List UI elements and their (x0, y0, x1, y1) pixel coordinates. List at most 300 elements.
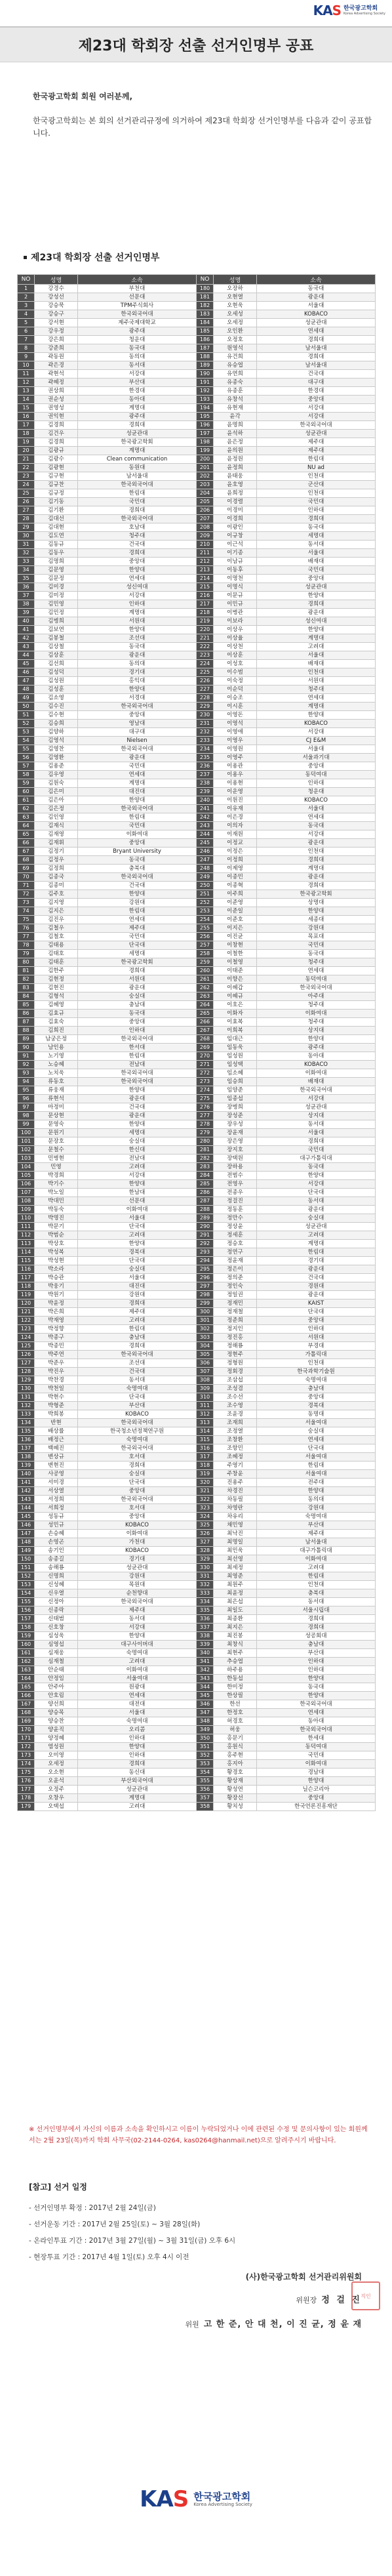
cell-affiliation: 한국광고학회 (257, 890, 376, 899)
table-row (18, 1692, 376, 1700)
cell-no: 194 (197, 404, 214, 413)
cell-name: 장윤재 (214, 1129, 257, 1137)
cell-no: 2 (18, 293, 35, 302)
cell-name: 박성복 (35, 1248, 78, 1257)
cell-affiliation: 성균관대 (257, 430, 376, 438)
table-row (18, 1206, 376, 1214)
cell-name: 차유리 (214, 1513, 257, 1521)
cell-affiliation: 연세대 (257, 1436, 376, 1444)
cell-affiliation: 인천대 (257, 489, 376, 498)
cell-affiliation: 상지대 (257, 1112, 376, 1120)
cell-no: 340 (197, 1649, 214, 1658)
cell-name: 임대근 (214, 1035, 257, 1044)
cell-name: 노기영 (35, 1052, 78, 1061)
cell-no: 332 (197, 1581, 214, 1589)
cell-no: 201 (197, 464, 214, 472)
cell-no: 246 (197, 848, 214, 856)
cell-no: 69 (18, 865, 35, 873)
bullet-icon (24, 256, 27, 259)
cell-affiliation: 동서대 (257, 1598, 376, 1606)
table-row (18, 720, 376, 728)
cell-name: 이운영 (214, 788, 257, 796)
cell-name: 민병현 (35, 1155, 78, 1163)
table-row (18, 1069, 376, 1078)
cell-affiliation: 연세대 (78, 771, 197, 779)
cell-affiliation: 중앙대 (257, 1393, 376, 1402)
schedule-title: [참고] 선거 일정 (29, 2182, 87, 2192)
cell-no: 301 (197, 1317, 214, 1325)
cell-affiliation: 원광대 (78, 1683, 197, 1692)
cell-name: 박성현 (35, 1257, 78, 1265)
cell-name: 임성택 (214, 1061, 257, 1069)
cell-affiliation: 한림대 (257, 1462, 376, 1470)
header-no: NO (197, 275, 214, 285)
cell-no: 118 (18, 1282, 35, 1291)
table-row (18, 754, 376, 762)
cell-no: 216 (197, 592, 214, 600)
cell-affiliation: 고려대 (257, 1231, 376, 1240)
cell-affiliation: 경희대 (78, 506, 197, 515)
cell-affiliation: 중앙대 (78, 711, 197, 720)
cell-name: 한선 (214, 1700, 257, 1709)
cell-name: 유종훈 (214, 387, 257, 396)
cell-name: 노승혜 (35, 1061, 78, 1069)
cell-name: 최은섭 (214, 1598, 257, 1606)
cell-no: 306 (197, 1359, 214, 1368)
cell-affiliation: 서원대 (257, 677, 376, 685)
cell-name: 정형원 (214, 1359, 257, 1368)
cell-name: 오현열 (214, 293, 257, 302)
cell-no: 298 (197, 1291, 214, 1299)
table-row (18, 984, 376, 992)
table-row (18, 506, 376, 515)
cell-affiliation: 한국외국어대 (78, 1069, 197, 1078)
cell-name: 이명식 (214, 583, 257, 592)
cell-affiliation: 연세대 (257, 813, 376, 822)
cell-name: 오창우 (35, 1794, 78, 1803)
cell-name: 김혜영 (35, 1001, 78, 1010)
table-row (18, 1606, 376, 1615)
cell-affiliation: 서울대 (257, 651, 376, 660)
cell-name: 김효숙 (35, 1018, 78, 1027)
cell-name: 정재민 (214, 1299, 257, 1308)
cell-affiliation: 부산대 (257, 1521, 376, 1530)
cell-affiliation: 경원대 (257, 1282, 376, 1291)
cell-affiliation: 남서울대 (257, 361, 376, 370)
cell-no: 243 (197, 822, 214, 830)
cell-affiliation: 동국대 (78, 643, 197, 651)
table-row (18, 523, 376, 532)
table-row (18, 651, 376, 660)
brand-logo[interactable] (313, 3, 385, 18)
cell-name: 강준희 (35, 344, 78, 353)
cell-no: 321 (197, 1487, 214, 1496)
table-row (18, 643, 376, 651)
table-row (18, 813, 376, 822)
cell-affiliation: 충북대 (78, 865, 197, 873)
cell-affiliation: 한림대 (78, 813, 197, 822)
cell-no: 257 (197, 941, 214, 950)
table-row (18, 609, 376, 617)
cell-no: 75 (18, 916, 35, 924)
cell-affiliation: 부산대 (257, 1649, 376, 1658)
cell-affiliation: 중앙대 (257, 575, 376, 583)
table-row (18, 1726, 376, 1734)
cell-affiliation: 인하대 (78, 1751, 197, 1760)
cell-no: 236 (197, 762, 214, 771)
cell-affiliation: 남서울대 (257, 344, 376, 353)
cell-affiliation: 광운대 (257, 1291, 376, 1299)
cell-affiliation: 이화여대 (78, 1666, 197, 1675)
table-row (18, 1794, 376, 1803)
cell-no: 80 (18, 958, 35, 967)
cell-no: 206 (197, 506, 214, 515)
cell-name: 김구현 (35, 472, 78, 481)
cell-name: 류웅재 (35, 1086, 78, 1095)
cell-affiliation: 동국대 (257, 822, 376, 830)
cell-name: 박명진 (35, 1214, 78, 1223)
table-row (18, 1547, 376, 1555)
cell-affiliation: 서울여대 (257, 1453, 376, 1462)
cell-name: 홍원식 (214, 1743, 257, 1751)
cell-affiliation: 숙명여대 (78, 1717, 197, 1726)
cell-affiliation: 한국외국어대 (78, 515, 197, 523)
cell-name: 김태호 (35, 950, 78, 958)
cell-name: 오현욱 (214, 302, 257, 310)
cell-no: 356 (197, 1786, 214, 1794)
cell-no: 47 (18, 677, 35, 685)
cell-affiliation: 배재대 (257, 660, 376, 668)
table-row (18, 856, 376, 865)
table-row (18, 1044, 376, 1052)
cell-no: 250 (197, 882, 214, 890)
table-row (18, 1146, 376, 1155)
members-row (185, 2317, 362, 2329)
cell-name: 배정근 (35, 1436, 78, 1444)
cell-affiliation: 대전대 (78, 1700, 197, 1709)
cell-name: 김성원 (35, 677, 78, 685)
cell-affiliation: 성균관대 (78, 1564, 197, 1572)
cell-no: 168 (18, 1709, 35, 1717)
cell-name: 이원진 (214, 796, 257, 805)
cell-name: 정재철 (214, 1308, 257, 1317)
cell-affiliation: 대진대 (78, 788, 197, 796)
cell-affiliation: 경희대 (78, 967, 197, 975)
cell-name: 김지영 (35, 899, 78, 907)
cell-no: 251 (197, 890, 214, 899)
cell-no: 35 (18, 575, 35, 583)
cell-name: 정해룡 (214, 1342, 257, 1351)
cell-affiliation: NU ad (257, 464, 376, 472)
cell-no: 299 (197, 1299, 214, 1308)
logo-name-en: Korea Advertising Society (193, 2501, 252, 2507)
cell-name: 서희정 (35, 1504, 78, 1513)
cell-name: 김은아 (35, 796, 78, 805)
cell-name: 김대현 (35, 523, 78, 532)
cell-name: 이화자 (214, 1010, 257, 1018)
cell-name: 황경호 (214, 1768, 257, 1777)
members-label: 위원 (185, 2320, 199, 2329)
title-banner (0, 26, 392, 62)
cell-no: 343 (197, 1675, 214, 1683)
table-row (18, 1598, 376, 1606)
cell-no: 320 (197, 1479, 214, 1487)
table-row (18, 327, 376, 336)
cell-no: 22 (18, 464, 35, 472)
cell-no: 341 (197, 1658, 214, 1666)
cell-name: 김문영 (35, 566, 78, 575)
cell-affiliation: 한국외국어대 (78, 1035, 197, 1044)
cell-affiliation: 성균관대 (257, 1223, 376, 1231)
cell-no: 334 (197, 1598, 214, 1606)
cell-name: 김광현 (35, 464, 78, 472)
cell-name: 김규찬 (35, 481, 78, 489)
cell-no: 5 (18, 319, 35, 327)
table-row (18, 1564, 376, 1572)
cell-affiliation: 숭실대 (78, 992, 197, 1001)
table-row (18, 1615, 376, 1624)
cell-no: 123 (18, 1325, 35, 1334)
cell-affiliation: 한양대 (257, 907, 376, 916)
cell-name: 김현정 (35, 975, 78, 984)
cell-name: 김진우 (35, 916, 78, 924)
cell-no: 38 (18, 600, 35, 609)
cell-name: 박대민 (35, 1197, 78, 1206)
cell-name: 최진봉 (214, 1632, 257, 1641)
table-row (18, 958, 376, 967)
cell-no: 218 (197, 609, 214, 617)
table-row (18, 541, 376, 549)
table-row (18, 430, 376, 438)
cell-name: 한미정 (214, 1683, 257, 1692)
cell-affiliation: 세종대 (257, 916, 376, 924)
cell-no: 86 (18, 1010, 35, 1018)
cell-no: 134 (18, 1419, 35, 1427)
cell-name: 박찬경 (35, 1376, 78, 1385)
cell-no: 314 (197, 1427, 214, 1436)
cell-affiliation: KOBACO (78, 1521, 197, 1530)
cell-no: 217 (197, 600, 214, 609)
cell-name: 이주희 (214, 890, 257, 899)
table-row (18, 1129, 376, 1137)
cell-no: 174 (18, 1760, 35, 1768)
cell-affiliation: 서울대 (257, 549, 376, 558)
cell-no: 164 (18, 1675, 35, 1683)
cell-name: 김상철 (35, 643, 78, 651)
cell-affiliation: 숙명여대 (78, 1436, 197, 1444)
table-row (18, 745, 376, 754)
cell-no: 105 (18, 1172, 35, 1180)
cell-name: 곽동원 (35, 353, 78, 361)
cell-no: 148 (18, 1538, 35, 1547)
cell-affiliation: 한림대 (78, 1052, 197, 1061)
cell-no: 56 (18, 754, 35, 762)
cell-name: 박소라 (35, 1265, 78, 1274)
cell-affiliation: 성공회대 (257, 1632, 376, 1641)
cell-no: 130 (18, 1385, 35, 1393)
cell-name: 박상호 (35, 1240, 78, 1248)
header-affiliation: 소속 (78, 275, 197, 285)
cell-no: 220 (197, 626, 214, 634)
cell-affiliation: KOBACO (78, 1547, 197, 1555)
table-row (18, 626, 376, 634)
table-row (18, 762, 376, 771)
cell-affiliation: 한국외국어대 (78, 1444, 197, 1453)
cell-no: 78 (18, 941, 35, 950)
cell-name: 전종우 (214, 1189, 257, 1197)
cell-affiliation: 선문대 (78, 293, 197, 302)
cell-name: 김태용 (35, 941, 78, 950)
cell-affiliation: 단국대 (257, 1189, 376, 1197)
cell-no: 85 (18, 1001, 35, 1010)
cell-affiliation: 성신여대 (78, 583, 197, 592)
cell-affiliation: 닐슨코리아 (257, 1786, 376, 1794)
cell-name: 김정우 (35, 856, 78, 865)
cell-name: 최원주 (214, 1581, 257, 1589)
cell-no: 252 (197, 899, 214, 907)
cell-no: 273 (197, 1078, 214, 1086)
cell-no: 60 (18, 788, 35, 796)
cell-affiliation: 서강대 (257, 830, 376, 839)
cell-name: 민영 (35, 1163, 78, 1172)
cell-affiliation: 숙명여대 (78, 1649, 197, 1658)
table-row (18, 873, 376, 882)
schedule-item: - 선거인명부 확정 : 2017년 2월 24일(금) (29, 2204, 156, 2212)
cell-name: 정진홍 (214, 1334, 257, 1342)
cell-name: 하주용 (214, 1666, 257, 1675)
cell-no: 338 (197, 1632, 214, 1641)
cell-name: 이숙정 (214, 677, 257, 685)
table-row (18, 592, 376, 600)
cell-affiliation: 서울여대 (257, 1419, 376, 1427)
committee-name: (사)한국광고학회 선거관리위원회 (245, 2272, 362, 2281)
table-row (18, 830, 376, 839)
cell-name: 김한주 (35, 967, 78, 975)
cell-affiliation: 동신대 (78, 1768, 197, 1777)
table-row (18, 1717, 376, 1726)
cell-name: 양윤직 (35, 1726, 78, 1734)
cell-affiliation: 인하대 (78, 600, 197, 609)
cell-affiliation: 중앙대 (78, 1018, 197, 1027)
cell-name: 양승목 (35, 1709, 78, 1717)
cell-name: 오미영 (35, 1751, 78, 1760)
cell-name: 김재식 (35, 822, 78, 830)
cell-no: 283 (197, 1163, 214, 1172)
cell-name: 이보라 (214, 617, 257, 626)
cell-name: 최세정 (214, 1564, 257, 1572)
cell-no: 20 (18, 447, 35, 455)
cell-affiliation: 남서울대 (78, 472, 197, 481)
voter-roster-table (17, 274, 376, 1811)
cell-affiliation: 국민대 (78, 822, 197, 830)
cell-no: 77 (18, 933, 35, 941)
cell-name: 심성욱 (35, 1632, 78, 1641)
table-row (18, 1010, 376, 1018)
cell-name: 조수선 (214, 1393, 257, 1402)
cell-no: 262 (197, 984, 214, 992)
cell-no: 265 (197, 1010, 214, 1018)
cell-no: 115 (18, 1257, 35, 1265)
cell-affiliation: 광운대 (257, 873, 376, 882)
cell-no: 234 (197, 745, 214, 754)
cell-name: 이민규 (214, 600, 257, 609)
cell-no: 162 (18, 1658, 35, 1666)
cell-affiliation: 목포대 (257, 933, 376, 941)
cell-affiliation: 서울과기대 (257, 754, 376, 762)
cell-no: 276 (197, 1103, 214, 1112)
cell-affiliation: 한국외국어대 (78, 1598, 197, 1606)
cell-name: 장하용 (214, 1163, 257, 1172)
cell-affiliation: 한국광고학회 (78, 438, 197, 447)
cell-affiliation: 서울대 (257, 1129, 376, 1137)
cell-no: 108 (18, 1197, 35, 1206)
chair-row (185, 2293, 362, 2305)
cell-name: 강경수 (35, 285, 78, 293)
cell-name: 이규창 (214, 532, 257, 541)
cell-affiliation: 고려대 (257, 1564, 376, 1572)
cell-name: 김미경 (35, 583, 78, 592)
cell-name: 이광인 (214, 523, 257, 532)
cell-name: 문원기 (35, 1129, 78, 1137)
cell-affiliation: 경북대 (78, 1248, 197, 1257)
cell-name: 이종민 (214, 873, 257, 882)
cell-no: 286 (197, 1189, 214, 1197)
table-row (18, 413, 376, 421)
table-row (18, 1496, 376, 1504)
cell-affiliation: 광운대 (257, 1206, 376, 1214)
cell-name: 신태범 (35, 1615, 78, 1624)
cell-affiliation: 단국대 (78, 1393, 197, 1402)
cell-affiliation: 제주대 (78, 1606, 197, 1615)
cell-affiliation: 부산외국어대 (78, 1777, 197, 1786)
cell-affiliation: Clean communication (78, 455, 197, 464)
cell-no: 54 (18, 737, 35, 745)
cell-no: 267 (197, 1027, 214, 1035)
cell-no: 26 (18, 498, 35, 506)
cell-affiliation: 한양대 (78, 566, 197, 575)
cell-affiliation: 광운대 (257, 609, 376, 617)
cell-no: 34 (18, 566, 35, 575)
cell-no: 144 (18, 1504, 35, 1513)
cell-affiliation: 청주대 (257, 958, 376, 967)
cell-name: 이정희 (214, 856, 257, 865)
cell-name: 류현석 (35, 1095, 78, 1103)
cell-affiliation: 동덕여대 (257, 771, 376, 779)
cell-affiliation: 경북대 (257, 1402, 376, 1410)
cell-name: 곽혜정 (35, 378, 78, 387)
table-row (18, 933, 376, 941)
cell-affiliation: 동국대 (257, 523, 376, 532)
cell-affiliation: 계명대 (257, 865, 376, 873)
cell-name: 김주호 (35, 890, 78, 899)
cell-affiliation: 숭실대 (257, 1214, 376, 1223)
cell-name: 정승호 (214, 1240, 257, 1248)
table-row (18, 344, 376, 353)
cell-name: 박희봉 (35, 1410, 78, 1419)
cell-no: 19 (18, 438, 35, 447)
cell-affiliation: 한세대 (257, 1734, 376, 1743)
cell-no: 288 (197, 1206, 214, 1214)
table-row (18, 668, 376, 677)
cell-affiliation: 계명대 (78, 609, 197, 617)
cell-affiliation: 연세대 (257, 327, 376, 336)
cell-no: 192 (197, 387, 214, 396)
cell-no: 109 (18, 1206, 35, 1214)
cell-no: 150 (18, 1555, 35, 1564)
cell-name: 김기동 (35, 498, 78, 506)
cell-no: 188 (197, 353, 214, 361)
cell-name: 안주아 (35, 1683, 78, 1692)
